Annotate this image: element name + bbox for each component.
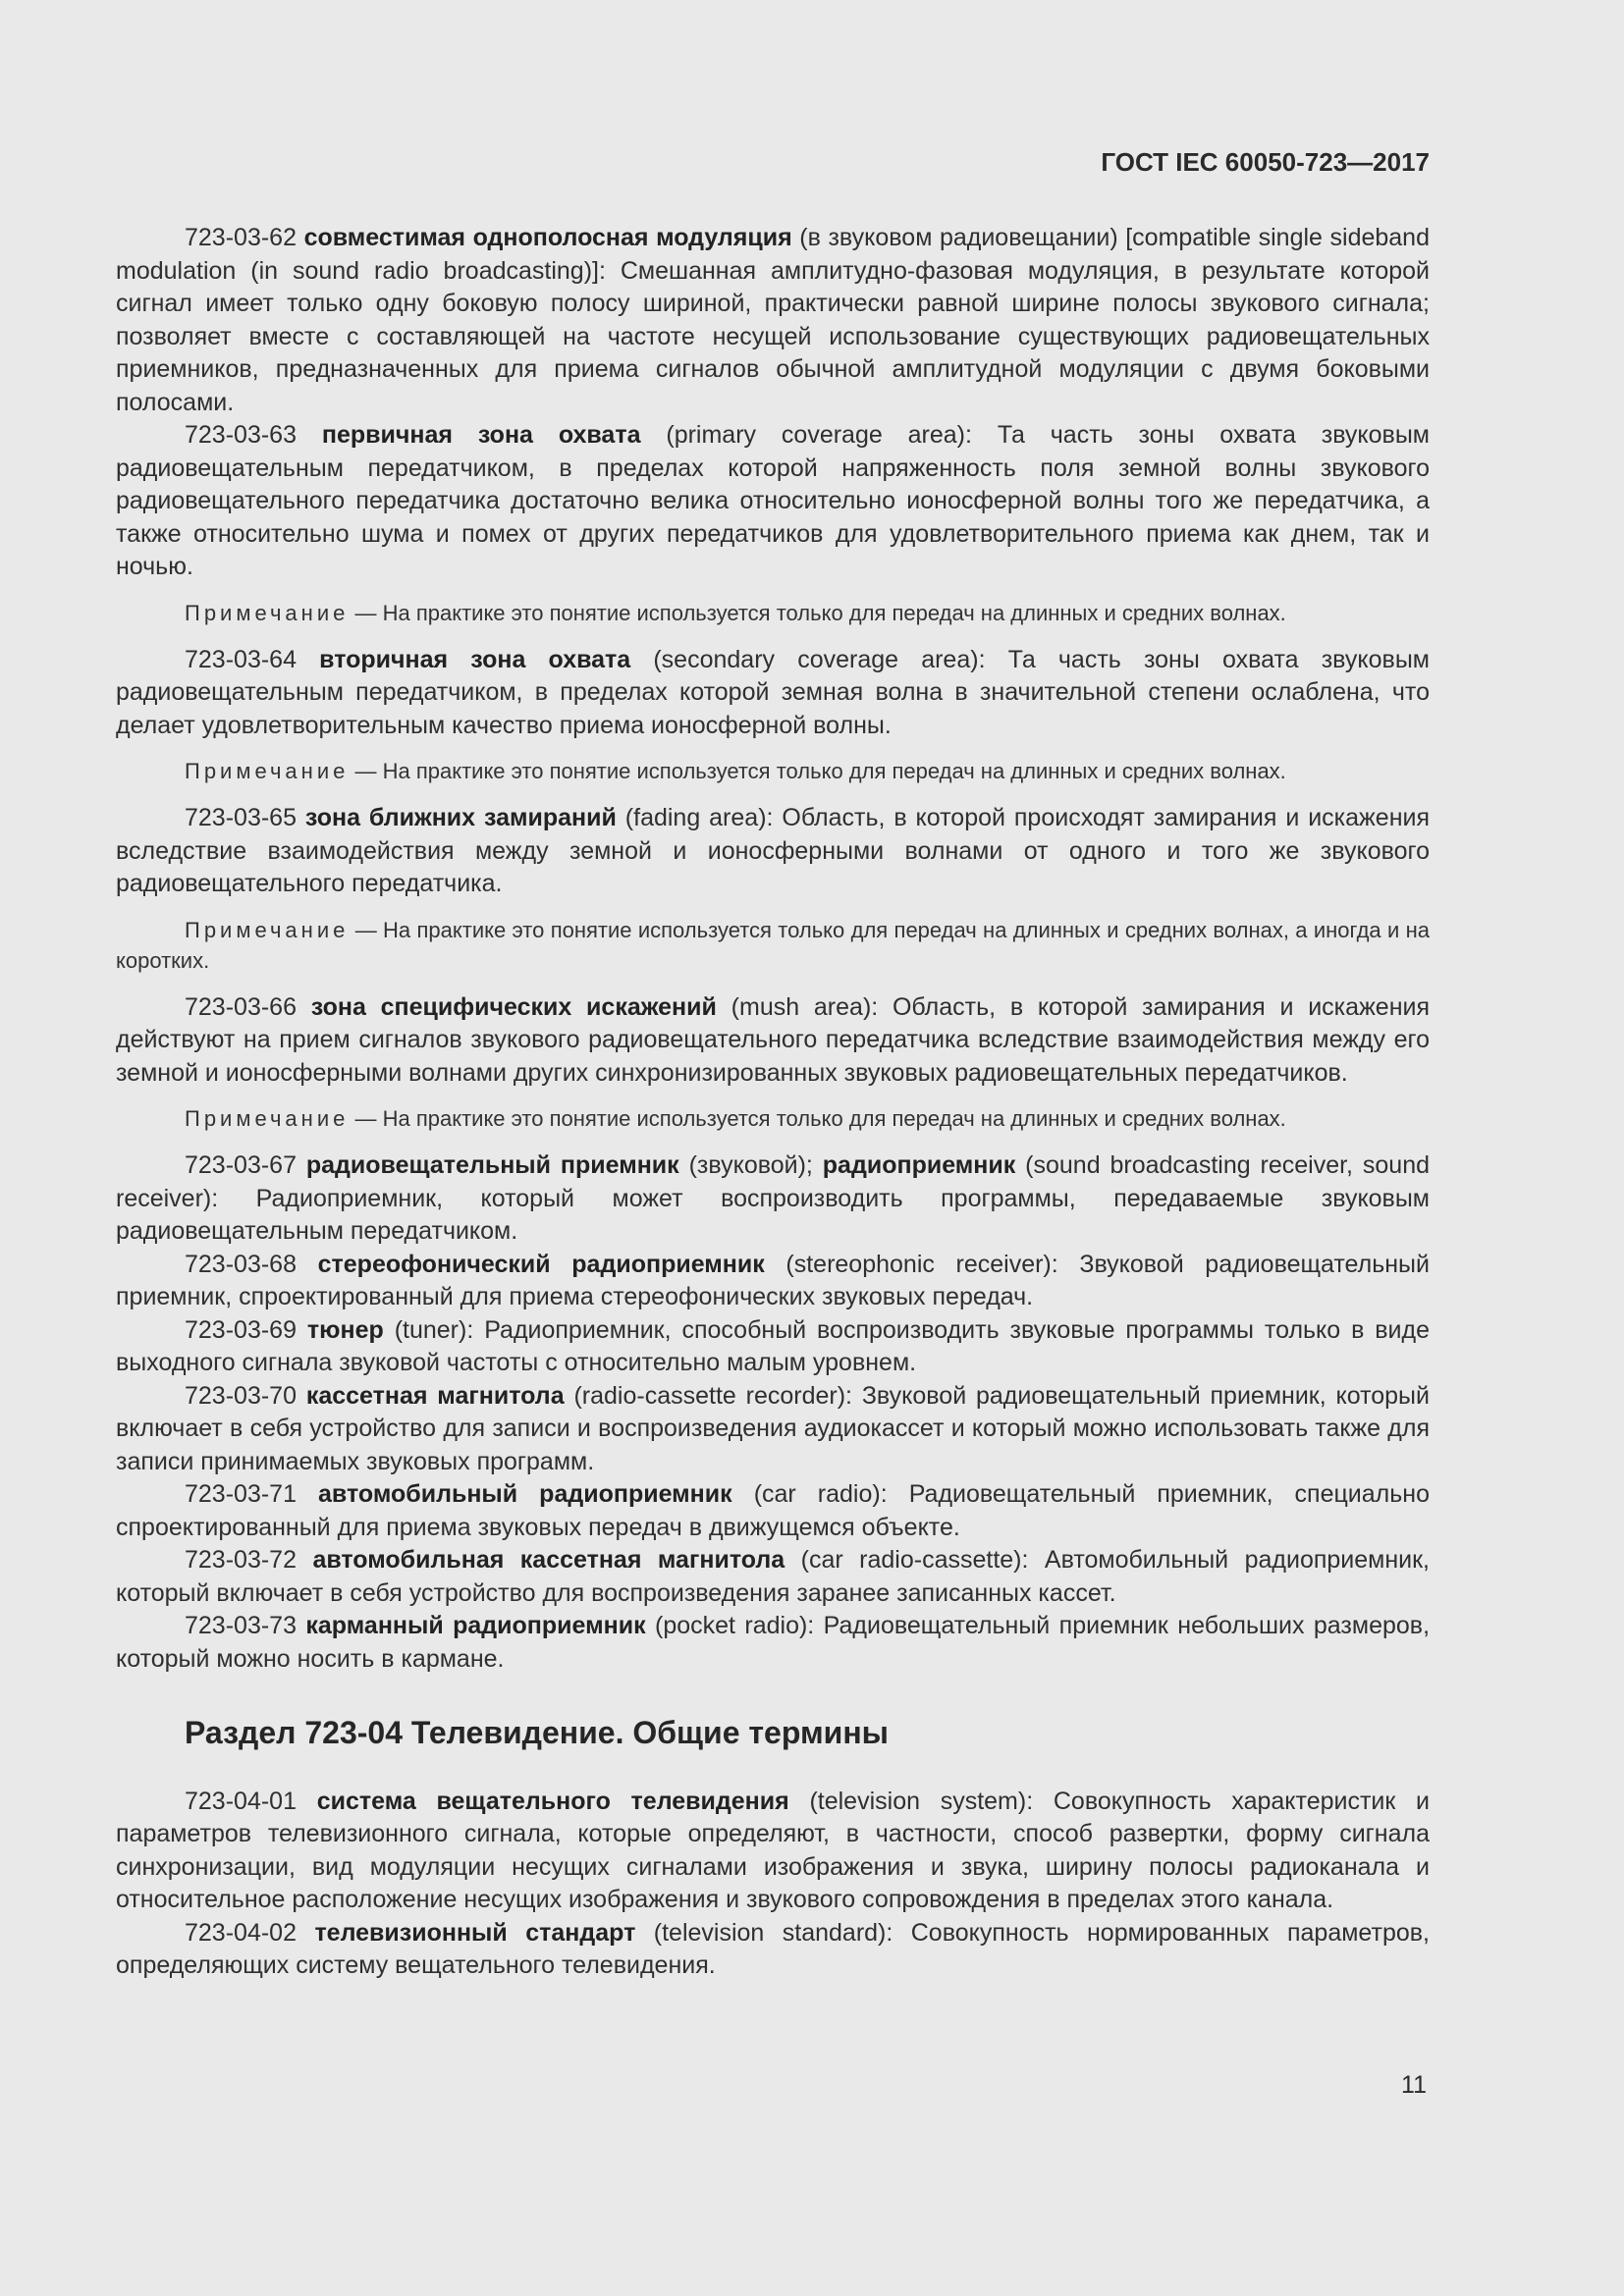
term-description: (tuner): Радиоприемник, способный воспроизводить звуковые программы только в виде выходного сигнала звуковой частоты с относительно малым уровнем.	[116, 1315, 1431, 1376]
term-number: 723-03-64	[185, 645, 297, 673]
term-number: 723-03-73	[185, 1612, 297, 1639]
term-entry	[116, 991, 1430, 1091]
note	[116, 756, 1430, 786]
page-number: 11	[1401, 2071, 1427, 2099]
term-name: карманный радиоприемник	[305, 1612, 646, 1639]
term-number: 723-03-69	[185, 1315, 297, 1344]
term-description: (secondary coverage area): Та часть зоны охвата звуковым радиовещательным передатчиком, в пределах которой земная волна в значительной степени ослаблена, что делает удовлетворительным качество приема ионосферной волны.	[116, 645, 1430, 739]
term-name: вторичная зона охвата	[319, 645, 631, 673]
term-qualifier: (звуковой);	[688, 1151, 813, 1179]
term-description: (pocket radio): Радиовещательный приемник небольших размеров, который можно носить в кармане.	[116, 1612, 1431, 1673]
term-description: (television system): Совокупность характеристик и параметров телевизионного сигнала, которые определяют, в частности, способ развертки, форму сигнала синхронизации, вид модуляции несущих сигналами изображения и звука, ширину полосы радиоканала и относительное расположение несущих изображения и звукового сопровождения в пределах этого канала.	[116, 1787, 1430, 1913]
term-name: телевизионный стандарт	[314, 1918, 636, 1947]
document-body	[116, 222, 1430, 1983]
term-name: автомобильная кассетная магнитола	[312, 1546, 785, 1574]
term-number: 723-03-66	[185, 992, 297, 1021]
note-label: Примечание	[185, 759, 350, 783]
term-number: 723-03-70	[185, 1381, 297, 1410]
document-header: ГОСТ IEC 60050-723—2017	[1101, 147, 1430, 177]
term-entry	[116, 1478, 1430, 1544]
term-number: 723-04-01	[185, 1787, 297, 1815]
term-name: зона специфических искажений	[310, 992, 717, 1021]
term-description: (mush area): Область, в которой замирания и искажения действуют на прием сигналов звукового радиовещательного передатчика вследствие взаимодействия между его земной и ионосферными волнами других синхронизированных звуковых радиовещательных передатчиков.	[116, 992, 1430, 1087]
term-description: (fading area): Область, в которой происходят замирания и искажения вследствие взаимодействия между земной и ионосферными волнами от одного и того же звукового радиовещательного передатчика.	[116, 804, 1430, 897]
term-name: стереофонический радиоприемник	[317, 1250, 765, 1278]
term-entry	[116, 802, 1430, 901]
term-number: 723-03-72	[185, 1546, 297, 1574]
term-entry	[116, 1314, 1430, 1380]
term-description: (primary coverage area): Та часть зоны охвата звуковым радиовещательным передатчиком, в пределах которой напряженность поля земной волны звукового радиовещательного передатчика достаточно велика относительно ионосферной волны того же передатчика, а также относительно шума и помех от других передатчиков для удовлетворительного приема как днем, так и ночью.	[116, 421, 1430, 580]
note-text: — На практике это понятие используется только для передач на длинных и средних волнах.	[354, 759, 1286, 783]
term-name: первичная зона охвата	[321, 421, 641, 449]
term-entry	[116, 1249, 1430, 1314]
term-name: кассетная магнитола	[305, 1381, 565, 1410]
term-number: 723-04-02	[185, 1918, 297, 1947]
term-number: 723-03-71	[185, 1480, 297, 1508]
term-description: (car radio-cassette): Автомобильный радиоприемник, который включает в себя устройство для воспроизведения заранее записанных кассет.	[116, 1546, 1430, 1607]
term-name: совместимая однополосная модуляция	[303, 224, 792, 251]
term-name: автомобильный радиоприемник	[318, 1480, 732, 1508]
note-label: Примечание	[185, 917, 350, 942]
term-number: 723-03-62	[185, 224, 297, 251]
term-description: (в звуковом радиовещании) [compatible single sideband modulation (in sound radio broadcasting)]: Смешанная амплитудно-фазовая модуляция, в результате которой сигнал имеет только одну боковую полосу шириной, практически равной ширине полосы звукового сигнала; позволяет вместе с составляющей на частоте несущей использование существующих радиовещательных приемников, предназначенных для приема сигналов обычной амплитудной модуляции с двумя боковыми полосами.	[116, 224, 1430, 416]
term-description: (television standard): Совокупность нормированных параметров, определяющих систему вещательного телевидения.	[116, 1918, 1430, 1979]
term-number: 723-03-67	[185, 1151, 297, 1179]
term-number: 723-03-65	[185, 804, 297, 831]
term-number: 723-03-63	[185, 421, 297, 449]
note-label: Примечание	[185, 600, 350, 625]
term-description: (sound broadcasting receiver, sound receiver): Радиоприемник, который может воспроизводить программы, передаваемые звуковым радиовещательным передатчиком.	[116, 1151, 1430, 1245]
note-text: — На практике это понятие используется только для передач на длинных и средних волнах.	[354, 600, 1286, 625]
note-label: Примечание	[185, 1106, 350, 1131]
term-entry	[116, 644, 1430, 743]
term-entry	[116, 222, 1430, 419]
note-text: — На практике это понятие используется только для передач на длинных и средних волнах.	[354, 1106, 1286, 1131]
term-name: тюнер	[306, 1315, 384, 1344]
term-entry	[116, 1786, 1430, 1917]
term-entry	[116, 419, 1430, 584]
term-entry	[116, 1380, 1430, 1479]
note	[116, 1103, 1430, 1134]
term-entry	[116, 1149, 1430, 1249]
term-description: (car radio): Радиовещательный приемник, специально спроектированный для приема звуковых передач в движущемся объекте.	[116, 1480, 1430, 1541]
note	[116, 915, 1430, 976]
term-description: (stereophonic receiver): Звуковой радиовещательный приемник, спроектированный для приема стереофонических звуковых передач.	[116, 1250, 1430, 1310]
term-name: радиовещательный приемник	[305, 1151, 679, 1179]
term-synonym: радиоприемник	[822, 1151, 1016, 1179]
term-name: зона ближних замираний	[304, 804, 617, 831]
term-entry	[116, 1917, 1430, 1983]
term-description: (radio-cassette recorder): Звуковой радиовещательный приемник, который включает в себя устройство для записи и воспроизведения аудиокассет и который можно использовать также для записи принимаемых звуковых программ.	[116, 1381, 1430, 1475]
note-text: — На практике это понятие используется только для передач на длинных и средних волнах, а иногда и на коротких.	[116, 917, 1430, 973]
note	[116, 598, 1430, 628]
term-entry	[116, 1544, 1430, 1610]
term-entry	[116, 1610, 1430, 1676]
section-heading: Раздел 723-04 Телевидение. Общие термины	[185, 1715, 889, 1750]
term-name: система вещательного телевидения	[316, 1787, 789, 1815]
term-number: 723-03-68	[185, 1250, 297, 1278]
